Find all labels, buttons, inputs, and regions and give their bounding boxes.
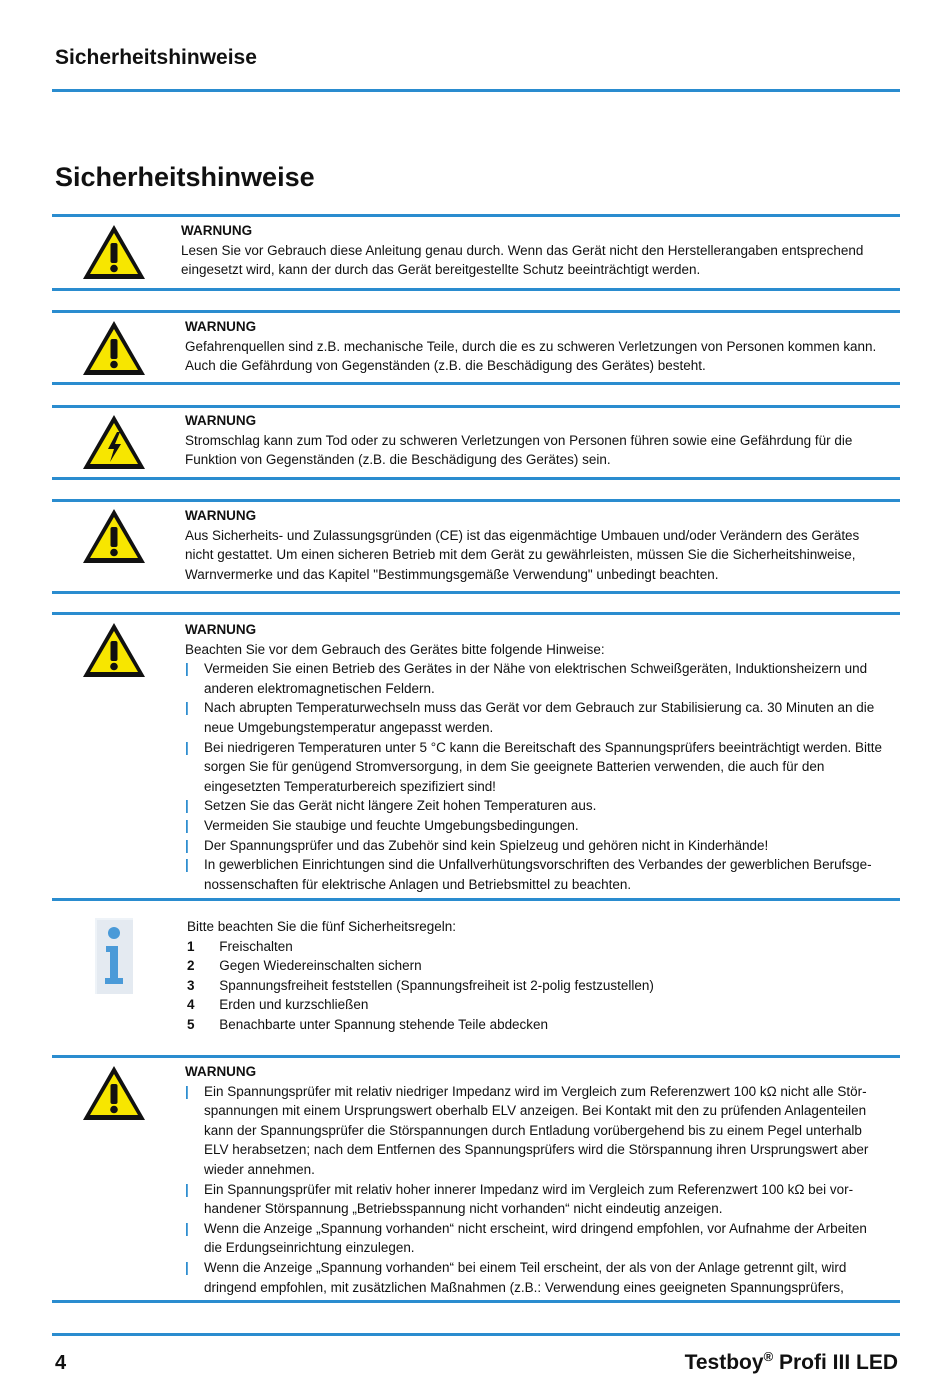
bullet-list bbox=[185, 1083, 888, 1299]
product-name bbox=[685, 1349, 898, 1375]
rule-text: Freischalten bbox=[219, 938, 293, 955]
list-item: | Nach abrupten Temperaturwechseln muss das Gerät vor dem Gebrauch zur Stabilisierung ca. 30 Minuten an die neue Umgebungstemperatur angepasst werden. bbox=[185, 699, 893, 738]
rule-text: Gegen Wiedereinschalten sichern bbox=[219, 958, 422, 975]
model-name: Profi III LED bbox=[773, 1351, 898, 1374]
rule-number: 2 bbox=[187, 958, 195, 975]
rule-number: 5 bbox=[187, 1016, 195, 1033]
list-item: | Der Spannungsprüfer und das Zubehör sind kein Spielzeug und gehören nicht in Kinderhände! bbox=[185, 837, 893, 857]
list-item: | Ein Spannungsprüfer mit relativ niedriger Impedanz wird im Vergleich zum Referenzwert 100 kΩ nicht alle Stör- spannungen mit einem Ursprungswert oberhalb ELV anzeigen. Bei Kontakt mit den zu prüfenden Anlagenteilen kann der Spannungsprüfer die Störspannungen durch Entladung vorübergehend bis zu einem Pegel unterhalb ELV herabsetzen; nach dem Entfernen des Spannungsprüfers wird die Störspannung ihren Ursprungswert aber wieder annehmen. bbox=[185, 1083, 888, 1181]
warning-exclamation-icon bbox=[80, 222, 148, 282]
list-item bbox=[187, 977, 852, 997]
registered-mark: ® bbox=[763, 1349, 774, 1364]
warning-label: WARNUNG bbox=[185, 622, 257, 638]
brand-name: Testboy bbox=[684, 1351, 764, 1374]
warning-block-5 bbox=[185, 621, 893, 895]
rule-number: 1 bbox=[187, 938, 195, 955]
divider bbox=[52, 499, 900, 502]
footer-rule bbox=[52, 1333, 900, 1336]
warning-block-4 bbox=[185, 507, 883, 585]
rule-text: Benachbarte unter Spannung stehende Teile abdecken bbox=[219, 1016, 549, 1033]
divider bbox=[52, 288, 900, 291]
warning-exclamation-icon bbox=[80, 506, 148, 566]
divider bbox=[52, 382, 900, 385]
warning-exclamation-icon bbox=[80, 1063, 148, 1123]
divider bbox=[52, 612, 900, 615]
info-intro: Bitte beachten Sie die fünf Sicherheitsregeln: bbox=[187, 919, 456, 935]
list-item bbox=[187, 1016, 852, 1036]
rule-text: Spannungsfreiheit feststellen (Spannungsfreiheit ist 2-polig festzustellen) bbox=[219, 977, 654, 994]
warning-block-7 bbox=[185, 1063, 888, 1298]
header-rule bbox=[52, 89, 900, 92]
divider bbox=[52, 310, 900, 313]
divider bbox=[52, 405, 900, 408]
divider bbox=[52, 214, 900, 217]
list-item bbox=[187, 938, 852, 958]
list-item: | Vermeiden Sie einen Betrieb des Gerätes in der Nähe von elektrischen Schweißgeräten, Induktionsheizern und anderen elektromagnetischen Feldern. bbox=[185, 660, 893, 699]
rule-number: 4 bbox=[187, 997, 195, 1014]
warning-electric-icon bbox=[80, 412, 148, 472]
warning-intro: Beachten Sie vor dem Gebrauch des Gerätes bitte folgende Hinweise: bbox=[185, 641, 605, 658]
list-item: | Vermeiden Sie staubige und feuchte Umgebungsbedingungen. bbox=[185, 817, 893, 837]
list-item: | Wenn die Anzeige „Spannung vorhanden“ nicht erscheint, wird dringend empfohlen, vor Aufnahme der Arbeiten die Erdungseinrichtung einzulegen. bbox=[185, 1220, 888, 1259]
warning-block-2 bbox=[185, 318, 888, 377]
warning-label: WARNUNG bbox=[185, 413, 257, 429]
warning-label: WARNUNG bbox=[185, 508, 257, 524]
running-header: Sicherheitshinweise bbox=[55, 46, 257, 69]
warning-block-1 bbox=[181, 222, 894, 281]
warning-label: WARNUNG bbox=[181, 223, 253, 239]
warning-text: Stromschlag kann zum Tod oder zu schweren Verletzungen von Personen führen sowie eine Gefährdung für die Funktion von Gegenständen (z.B. die Beschädigung des Gerätes) sein. bbox=[185, 432, 853, 469]
divider bbox=[52, 591, 900, 594]
list-item: | Bei niedrigeren Temperaturen unter 5 °C kann die Bereitschaft des Spannungsprüfers beeinträchtigt werden. Bitte sorgen Sie für genügend Stromversorgung, in dem Sie geeignete Batterien verwenden, die auch für den eingesetzten Temperaturbereich spezifiziert sind! bbox=[185, 739, 893, 798]
divider bbox=[52, 1055, 900, 1058]
info-icon bbox=[95, 918, 133, 994]
warning-text: Lesen Sie vor Gebrauch diese Anleitung genau durch. Wenn das Gerät nicht den Herstellerangaben entsprechend eingesetzt wird, kann der durch das Gerät bereitgestellte Schutz beeinträchtigt werden. bbox=[181, 242, 864, 279]
bullet-list bbox=[185, 660, 893, 895]
warning-text: Gefahrenquellen sind z.B. mechanische Teile, durch die es zu schweren Verletzungen von Personen kommen kann. Auch die Gefährdung von Gegenständen (z.B. die Beschädigung des Gerätes) besteht. bbox=[185, 338, 877, 375]
divider bbox=[52, 898, 900, 901]
list-item: | Wenn die Anzeige „Spannung vorhanden“ bei einem Teil erscheint, der als von der Anlage getrennt gilt, wird dringend empfohlen, mit zusätzlichen Maßnahmen (z.B.: Verwendung eines geeigneten Spannungsprüfers, bbox=[185, 1259, 888, 1298]
divider bbox=[52, 477, 900, 480]
warning-text: Aus Sicherheits- und Zulassungsgründen (CE) ist das eigenmächtige Umbauen und/oder Verändern des Gerätes nicht gestattet. Um einen sicheren Betrieb mit dem Gerät zu gewährleisten, müssen Sie die Sicherheitshinweise, Warnvermerke und das Kapitel "Bestimmungsgemäße Verwendung" unbedingt beachten. bbox=[185, 527, 860, 583]
list-item: | Ein Spannungsprüfer mit relativ hoher innerer Impedanz wird im Vergleich zum Referenzwert 100 kΩ bei vor- handener Störspannung „Betriebsspannung nicht vorhanden“ nicht eindeutig anzeigen. bbox=[185, 1181, 888, 1220]
safety-rules-block bbox=[187, 918, 852, 1036]
list-item: | Setzen Sie das Gerät nicht längere Zeit hohen Temperaturen aus. bbox=[185, 797, 893, 817]
divider bbox=[52, 1300, 900, 1303]
rule-number: 3 bbox=[187, 977, 195, 994]
warning-exclamation-icon bbox=[80, 620, 148, 680]
warning-block-3 bbox=[185, 412, 888, 471]
warning-exclamation-icon bbox=[80, 318, 148, 378]
page-number: 4 bbox=[55, 1352, 67, 1374]
warning-label: WARNUNG bbox=[185, 1064, 257, 1080]
list-item: | In gewerblichen Einrichtungen sind die Unfallverhütungsvorschriften des Verbandes der gewerblichen Berufsge- nossenschaften für elektrische Anlagen und Betriebsmittel zu beachten. bbox=[185, 856, 893, 895]
list-item bbox=[187, 996, 852, 1016]
warning-label: WARNUNG bbox=[185, 319, 257, 335]
list-item bbox=[187, 957, 852, 977]
page-title: Sicherheitshinweise bbox=[55, 162, 315, 192]
rule-text: Erden und kurzschließen bbox=[219, 997, 369, 1014]
